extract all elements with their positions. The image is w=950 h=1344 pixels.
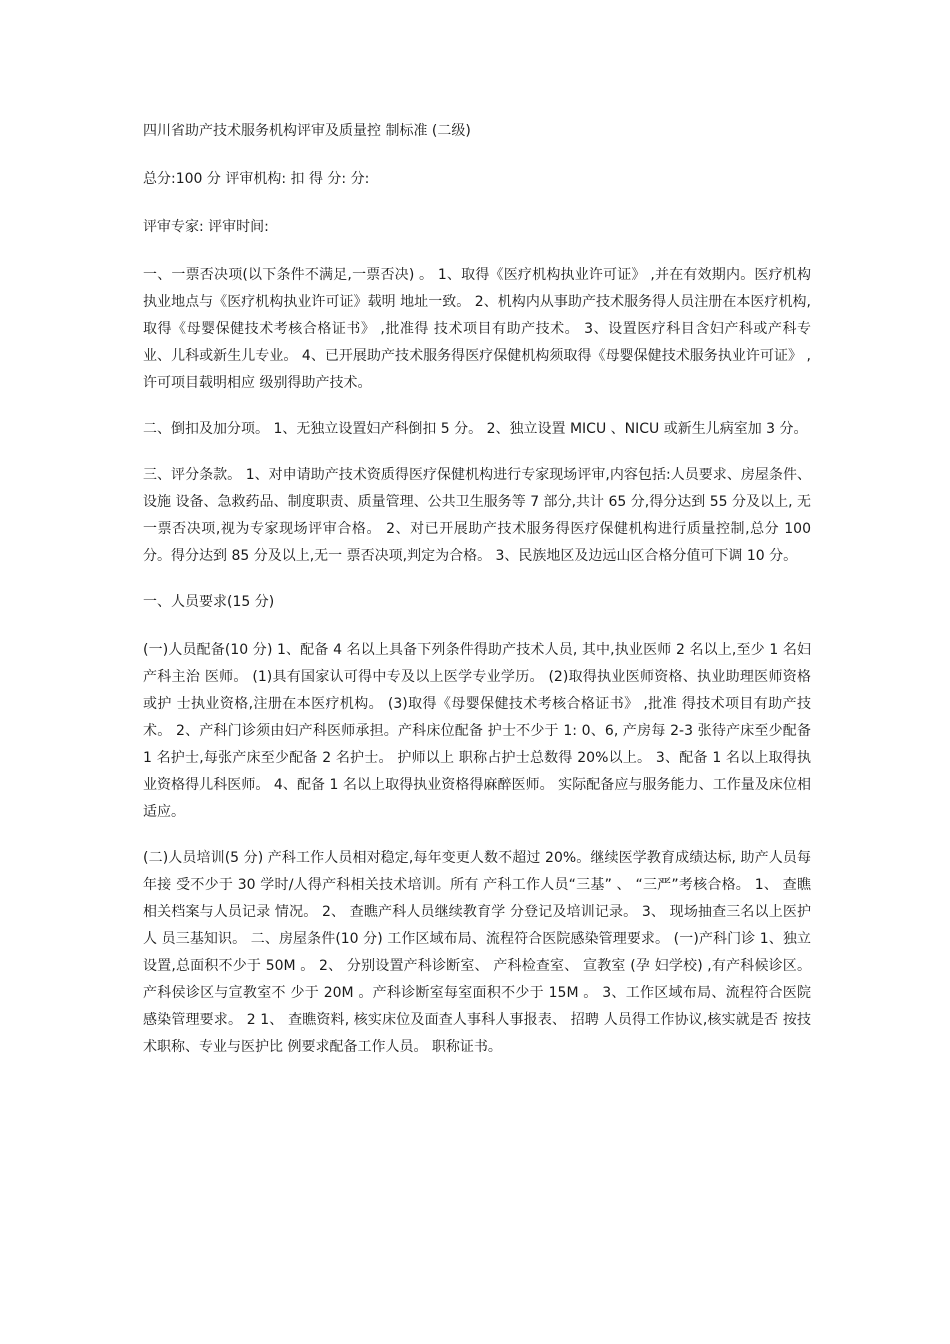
score-line: 总分:100 分 评审机构: 扣 得 分: 分:: [143, 171, 370, 187]
paragraph-scoring-clauses: 三、评分条款。 1、对申请助产技术资质得医疗保健机构进行专家现场评审,内容包括:人员要求、房屋条件、设施 设备、急救药品、制度职责、质量管理、公共卫生服务等 7 部分,共计 65 分,得分达到 55 分及以上, 无一票否决项,视为专家现场评审合格。 2、对已开展助产技术服务得医疗保健机构进行质量控制,总分 100 分。得分达到 85 分及以上,无一 票否决项,判定为合格。 3、民族地区及边远山区合格分值可下调 10 分。: [143, 467, 811, 564]
paragraph-veto-items: 一、一票否决项(以下条件不满足,一票否决) 。 1、取得《医疗机构执业许可证》 ,并在有效期内。医疗机构执业地点与《医疗机构执业许可证》载明 地址一致。 2、机构内从事助产技术服务得人员注册在本医疗机构,取得《母婴保健技术考核合格证书》 ,批准得 技术项目有助产技术。 3、设置医疗科目含妇产科或产科专业、儿科或新生儿专业。 4、已开展助产技术服务得医疗保健机构须取得《母婴保健技术服务执业许可证》 ,许可项目载明相应 级别得助产技术。: [143, 267, 811, 391]
paragraph-deduction-bonus: 二、倒扣及加分项。 1、无独立设置妇产科倒扣 5 分。 2、独立设置 MICU 、NICU 或新生儿病室加 3 分。: [143, 421, 808, 437]
document-body: [143, 118, 811, 1080]
document-title: 四川省助产技术服务机构评审及质量控 制标准 (二级): [143, 123, 471, 139]
section-heading-personnel: 一、人员要求(15 分): [143, 594, 275, 610]
paragraph-training: (二)人员培训(5 分) 产科工作人员相对稳定,每年变更人数不超过 20%。继续医学教育成绩达标, 助产人员每年接 受不少于 30 学时/人得产科相关技术培训。所有 产科工作人员“三基” 、 “三严”考核合格。 1、 查瞧相关档案与人员记录 情况。 2、 查瞧产科人员继续教育学 分登记及培训记录。 3、 现场抽查三名以上医护人 员三基知识。 二、房屋条件(10 分) 工作区域布局、流程符合医院感染管理要求。 (一)产科门诊 1、独立设置,总面积不少于 50M 。 2、 分别设置产科诊断室、 产科检查室、 宣教室 (孕 妇学校) ,有产科候诊区。产科侯诊区与宣教室不 少于 20M 。产科诊断室每室面积不少于 15M 。 3、工作区域布局、流程符合医院感染管理要求。 2 1、 查瞧资料, 核实床位及面查人事科人事报表、 招聘 人员得工作协议,核实就是否 按技术职称、专业与医护比 例要求配备工作人员。 职称证书。: [143, 850, 811, 1055]
paragraph-staffing: (一)人员配备(10 分) 1、配备 4 名以上具备下列条件得助产技术人员, 其中,执业医师 2 名以上,至少 1 名妇产科主治 医师。 (1)具有国家认可得中专及以上医学专业学历。 (2)取得执业医师资格、执业助理医师资格或护 士执业资格,注册在本医疗机构。 (3)取得《母婴保健技术考核合格证书》 ,批准 得技术项目有助产技术。 2、产科门诊须由妇产科医师承担。产科床位配备 护士不少于 1: 0、6, 产房每 2-3 张待产床至少配备 1 名护士,每张产床至少配备 2 名护士。 护师以上 职称占护士总数得 20%以上。 3、配备 1 名以上取得执业资格得儿科医师。 4、配备 1 名以上取得执业资格得麻醉医师。 实际配备应与服务能力、工作量及床位相适应。: [143, 642, 811, 820]
expert-line: 评审专家: 评审时间:: [143, 219, 269, 235]
